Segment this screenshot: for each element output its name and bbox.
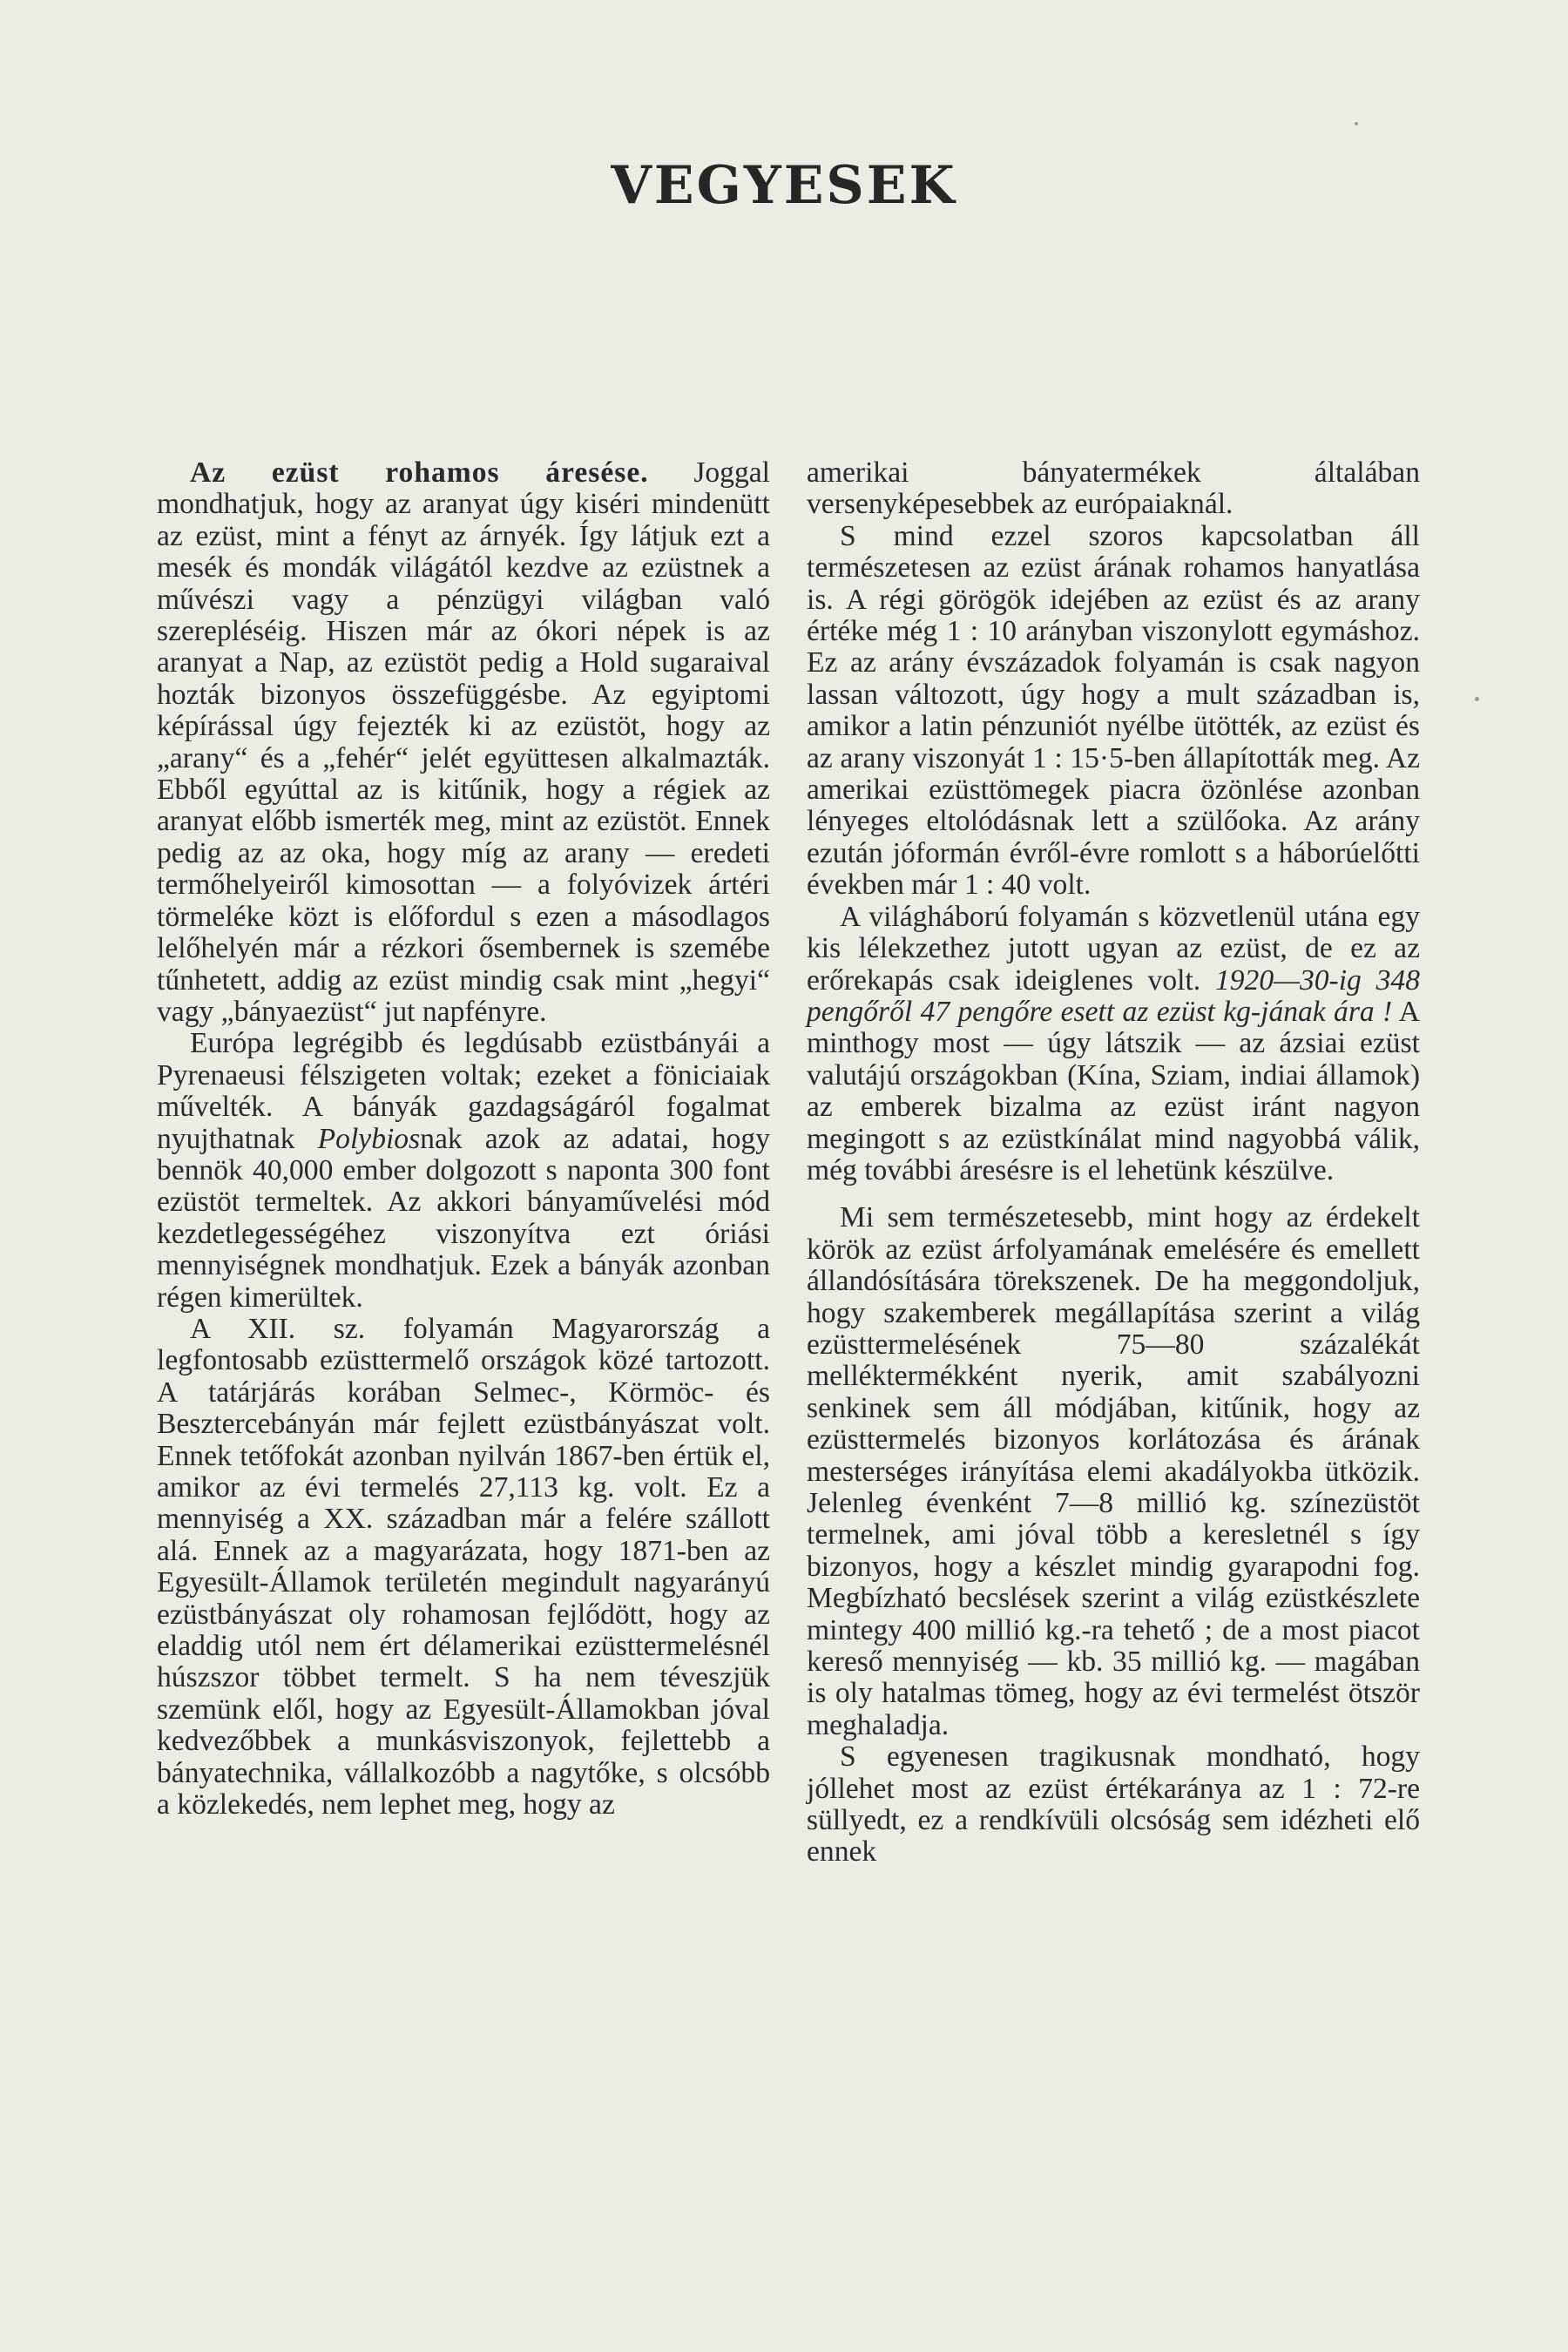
paragraph-5-text-a: A világháború folyamán s közvetlenül utána egy kis lélekzethez jutott ugyan az ezüst, de ez az erőrekapás csak ideiglenes volt. [807,900,1420,997]
paper-speck [1475,697,1479,701]
paper-speck [1355,122,1358,125]
paragraph-2-text-b: nak azok az adatai, hogy bennök 40,000 ember dolgozott s naponta 300 font ezüstöt termeltek. Az akkori bányaművelési mód kezdetlegességéhez viszonyítva ezt óriási mennyiségnek mondhatjuk. Ezek a bányák azonban régen kimerültek. [157,1122,770,1314]
paragraph-2 [157,1028,770,1314]
person-name-polybios: Polybios [317,1122,421,1155]
paragraph-2-text-a: Európa legrégibb és legdúsabb ezüstbányái a Pyrenaeusi félszigeten voltak; ezeket a föniciaiak művelték. A bányák gazdagságáról fogalmat nyujthatnak [157,1027,770,1155]
paragraph-5-text-b: A minthogy most — úgy látszik — az ázsiai ezüst valutájú országokban (Kína, Sziam, indiai államok) az emberek bizalma az ezüst iránt nagyon megingott s az ezüstkínálat mind nagyobbá válik, még további áresésre is el lehetünk készülve. [807,995,1420,1186]
right-column [807,457,1420,1869]
paragraph-1-text: Joggal mondhatjuk, hogy az aranyat úgy kiséri mindenütt az ezüst, mint a fényt az árnyék. Így látjuk ezt a mesék és mondák világától kezdve az ezüstnek a művészi vagy a pénzügyi világban való szerepléséig. Hiszen már az ókori népek is az aranyat a Nap, az ezüstöt pedig a Hold sugaraival hozták bizonyos összefüggésbe. Az egyiptomi képírással úgy fejezték ki az ezüstöt, hogy az „arany“ és a „fehér“ jelét együttesen alkalmazták. Ebből egyúttal az is kitűnik, hogy a régiek az aranyat előbb ismerték meg, mint az ezüstöt. Ennek pedig az az oka, hogy míg az arany — eredeti termőhelyeiről kimosottan — a folyóvizek ártéri törmeléke közt is előfordul s ezen a másodlagos lelőhelyén már a rézkori ősembernek is szemébe tűnhetett, addig az ezüst mindig csak mint „hegyi“ vagy „bányaezüst“ jut napfényre. [157,456,770,1028]
paragraph-7: S egyenesen tragikusnak mondható, hogy jóllehet most az ezüst értékaránya az 1 : 72-re süllyedt, ez a rendkívüli olcsóság sem idézheti elő ennek [807,1740,1420,1869]
article-lead-title: Az ezüst rohamos áresése. [190,456,649,489]
paragraph-6: Mi sem természetesebb, mint hogy az érdekelt körök az ezüst árfolyamának emelésére és emellett állandósítására törekszenek. De ha meggondoljuk, hogy szakemberek megállapítása szerint a világ ezüsttermelésének 75—80 százalékát melléktermékként nyerik, amit szabályozni senkinek sem áll módjában, kitűnik, hogy az ezüsttermelés bizonyos korlátozása és árának mesterséges irányítása elemi akadályokba ütközik. Jelenleg évenként 7—8 millió kg. színezüstöt termelnek, ami jóval több a keresletnél s így bizonyos, hogy a készlet mindig gyarapodni fog. Megbízható becslések szerint a világ ezüstkészlete mintegy 400 millió kg.-ra tehető ; de a most piacot kereső mennyiség — kb. 35 millió kg. — magában is oly hatalmas tömeg, hogy az évi termelést ötször meghaladja. [807,1201,1420,1741]
paragraph-3: A XII. sz. folyamán Magyarország a legfontosabb ezüsttermelő országok közé tartozott. A tatárjárás korában Selmec-, Körmöc- és Besztercebányán már fejlett ezüstbányászat volt. Ennek tetőfokát azonban nyilván 1867-ben értük el, amikor az évi termelés 27,113 kg. volt. Ez a mennyiség a XX. században már a felére szállott alá. Ennek az a magyarázata, hogy 1871-ben az Egyesült-Államok területén megindult nagyarányú ezüstbányászat oly rohamosan fejlődött, hogy az eladdig utól nem ért délamerikai ezüsttermelésnél húszszor többet termelt. S ha nem téveszjük szemünk elől, hogy az Egyesült-Államokban jóval kedvezőbbek a munkásviszonyok, fejlettebb a bányatechnika, vállalkozóbb a nagytőke, s olcsóbb a közlekedés, nem lephet meg, hogy az [157,1312,770,1821]
price-drop-statement: 1920—30-ig 348 pengőről 47 pengőre esett az ezüst kg-jának ára ! [807,963,1420,1028]
left-column [157,457,770,1821]
paragraph-5 [807,902,1420,1187]
paragraph-3-continued: amerikai bányatermékek általában versenyképesebbek az európaiaknál. [807,456,1420,521]
paragraph-4: S mind ezzel szoros kapcsolatban áll természetesen az ezüst árának rohamos hanyatlása is. A régi görögök idejében az ezüst és az arany értéke még 1 : 10 arányban viszonylott egymáshoz. Ez az arány évszázadok folyamán is csak nagyon lassan változott, úgy hogy a mult században is, amikor a latin pénzuniót nyélbe ütötték, az ezüst és az arany viszonyát 1 : 15·5-ben állapították meg. Az amerikai ezüsttömegek piacra özönlése azonban lényeges eltolódásnak lett a szülőoka. Az arány ezután jóformán évről-évre romlott s a háborúelőtti években már 1 : 40 volt. [807,519,1420,902]
page-title: VEGYESEK [611,155,957,216]
paragraph-1 [157,457,770,1028]
